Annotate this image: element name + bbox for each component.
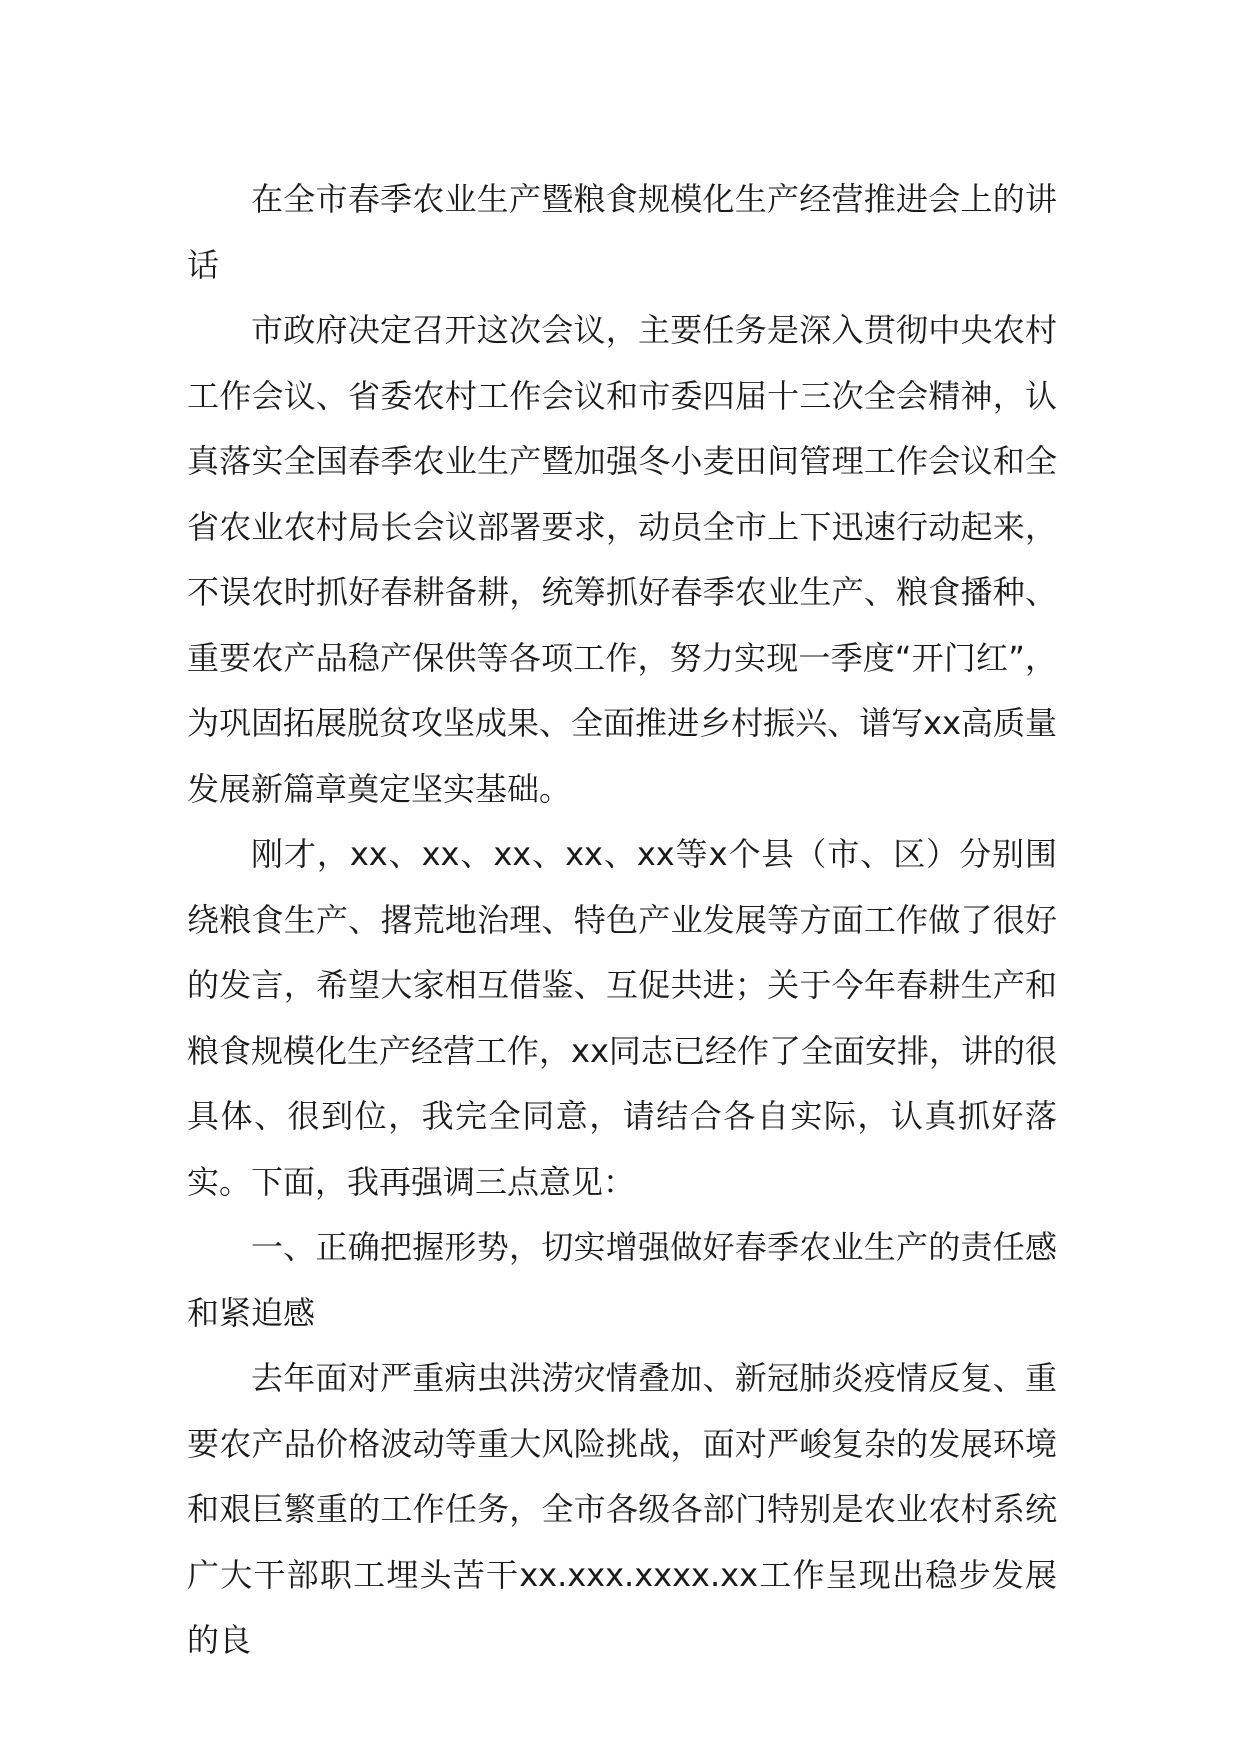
paragraph-3: 去年面对严重病虫洪涝灾情叠加、新冠肺炎疫情反复、重要农产品价格波动等重大风险挑战，面对严峻复杂的发展环境和艰巨繁重的工作任务，全市各级各部门特别是农业农村系统广大干部职工埋头苦干xx.xxx.xxxx.xx工作呈现出稳步发展的良 <box>187 1359 1057 1659</box>
document-body <box>187 167 1057 1674</box>
document-title: 在全市春季农业生产暨粮食规模化生产经营推进会上的讲话 <box>187 180 1057 284</box>
paragraph-1: 市政府决定召开这次会议，主要任务是深入贯彻中央农村工作会议、省委农村工作会议和市委四届十三次全会精神，认真落实全国春季农业生产暨加强冬小麦田间管理工作会议和全省农业农村局长会议部署要求，动员全市上下迅速行动起来，不误农时抓好春耕备耕，统筹抓好春季农业生产、粮食播种、重要农产品稳产保供等各项工作，努力实现一季度“开门红”，为巩固拓展脱贫攻坚成果、全面推进乡村振兴、谱写xx高质量发展新篇章奠定坚实基础。 <box>187 311 1057 808</box>
section-heading-1: 一、正确把握形势，切实增强做好春季农业生产的责任感和紧迫感 <box>187 1228 1057 1332</box>
paragraph-2: 刚才，xx、xx、xx、xx、xx等x个县（市、区）分别围绕粮食生产、撂荒地治理、特色产业发展等方面工作做了很好的发言，希望大家相互借鉴、互促共进；关于今年春耕生产和粮食规模化生产经营工作，xx同志已经作了全面安排，讲的很具体、很到位，我完全同意，请结合各自实际，认真抓好落实。下面，我再强调三点意见： <box>187 835 1057 1201</box>
